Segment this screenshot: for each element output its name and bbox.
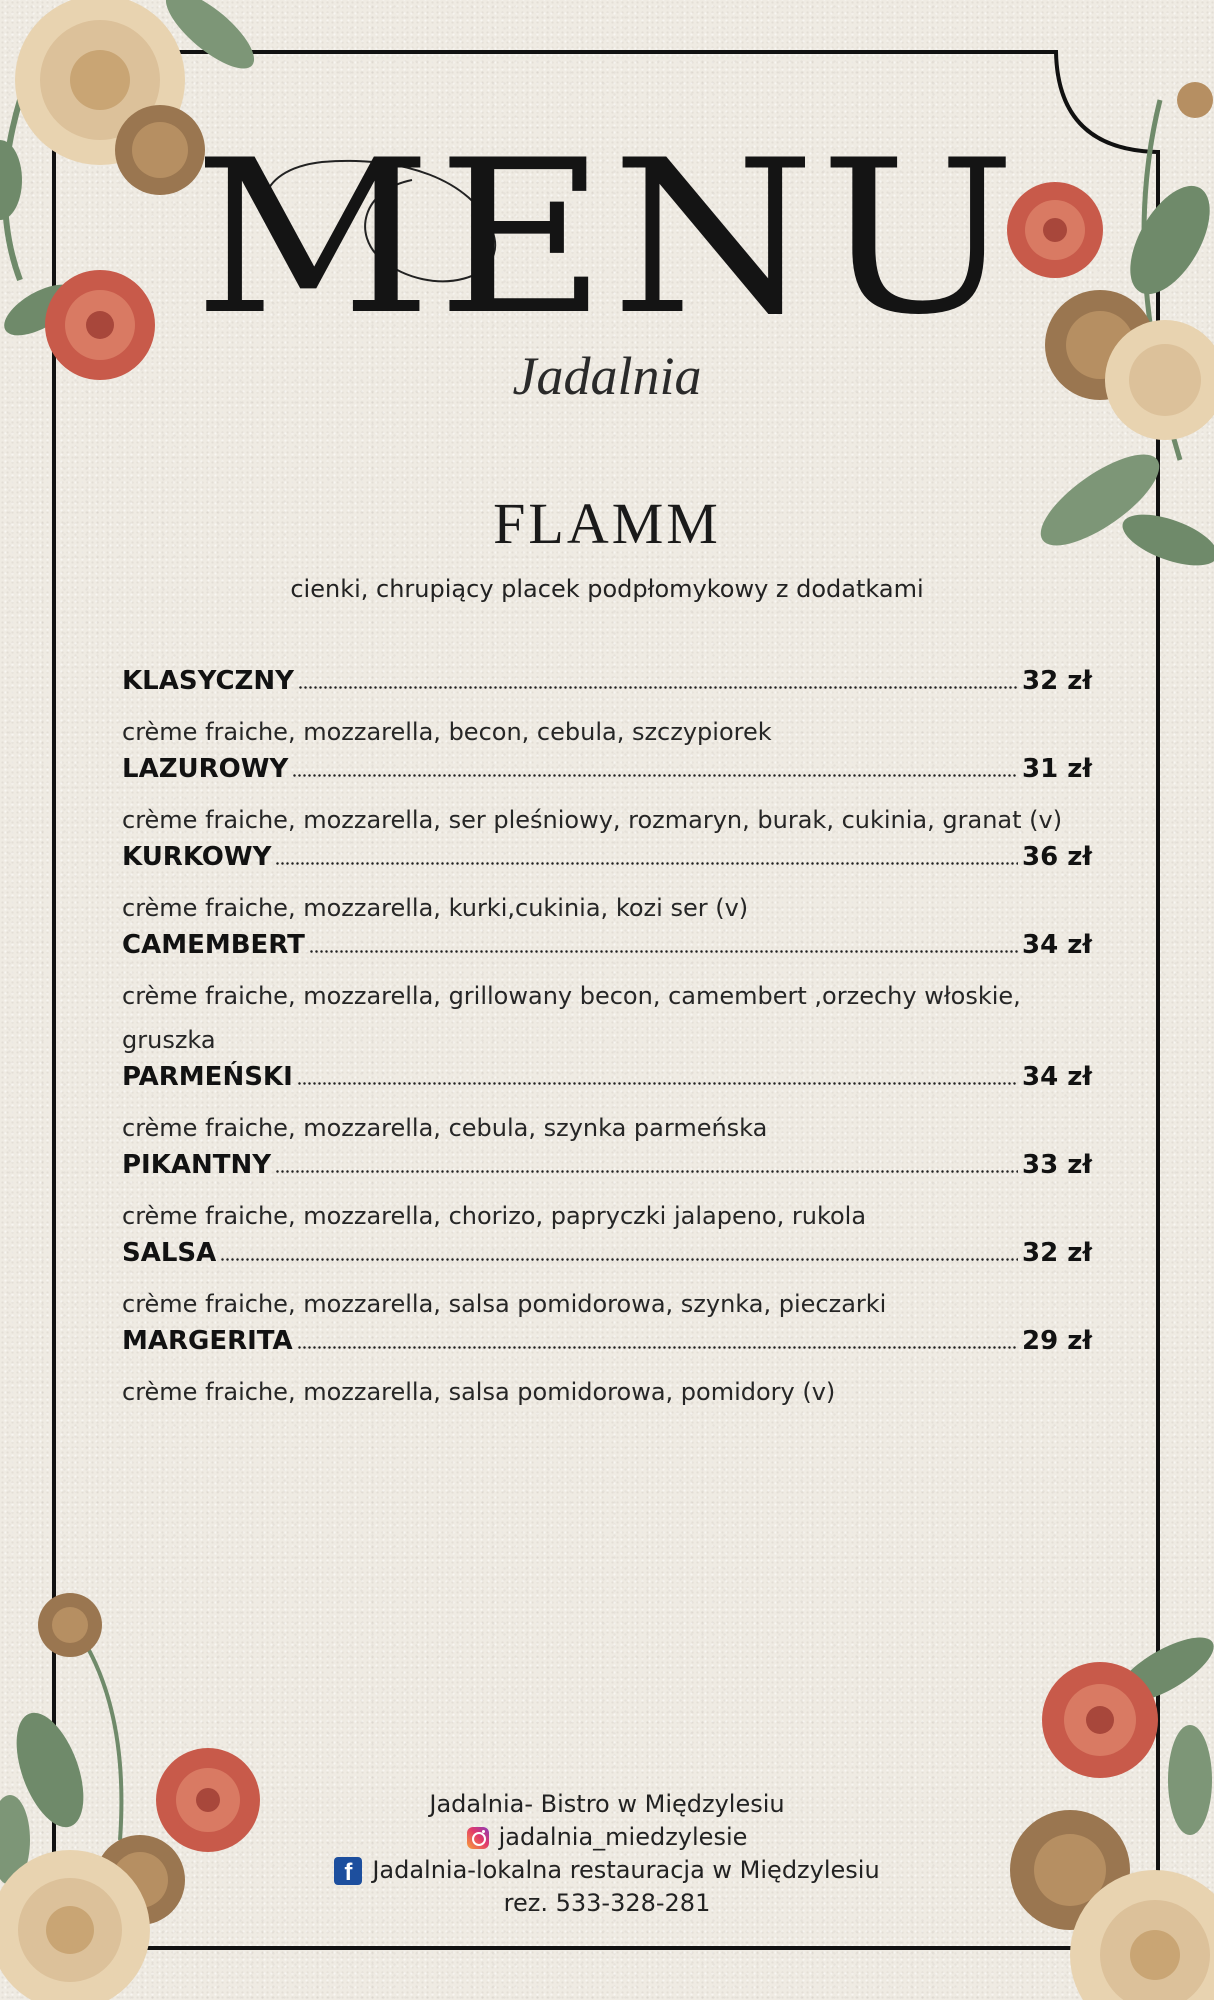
facebook-page[interactable]: Jadalnia-lokalna restauracja w Międzylesiu xyxy=(372,1856,880,1884)
item-description: crème fraiche, mozzarella, kurki,cukinia, kozi ser (v) xyxy=(122,894,749,922)
item-name: LAZUROWY xyxy=(122,754,289,784)
item-description: crème fraiche, mozzarella, salsa pomidorowa, pomidory (v) xyxy=(122,1378,836,1406)
item-description: crème fraiche, mozzarella, becon, cebula, szczypiorek xyxy=(122,718,772,746)
menu-item xyxy=(122,1150,1092,1238)
bistro-name: Jadalnia- Bistro w Międzylesiu xyxy=(429,1790,785,1818)
item-description: crème fraiche, mozzarella, chorizo, papryczki jalapeno, rukola xyxy=(122,1202,867,1230)
menu-item xyxy=(122,666,1092,754)
menu-item xyxy=(122,1326,1092,1414)
item-price: 34 zł xyxy=(1021,1062,1092,1092)
dot-leader xyxy=(297,1082,1018,1085)
dot-leader xyxy=(298,686,1018,689)
item-description: crème fraiche, mozzarella, grillowany becon, camembert ,orzechy włoskie, xyxy=(122,982,1021,1010)
item-name: CAMEMBERT xyxy=(122,930,305,960)
menu-item xyxy=(122,754,1092,842)
item-price: 34 zł xyxy=(1021,930,1092,960)
item-description-continued: gruszka xyxy=(122,1026,216,1054)
dot-leader xyxy=(309,950,1018,953)
restaurant-script-name: Jadalnia xyxy=(512,346,702,406)
item-price: 33 zł xyxy=(1021,1150,1092,1180)
item-price: 32 zł xyxy=(1021,1238,1092,1268)
dot-leader xyxy=(292,774,1018,777)
item-description: crème fraiche, mozzarella, salsa pomidorowa, szynka, pieczarki xyxy=(122,1290,887,1318)
section-title: FLAMM xyxy=(493,491,721,556)
reservation-phone: rez. 533-328-281 xyxy=(503,1889,711,1917)
dot-leader xyxy=(275,1170,1018,1173)
menu-title: MENU xyxy=(193,114,1021,361)
dot-leader xyxy=(275,862,1018,865)
item-name: MARGERITA xyxy=(122,1326,293,1356)
item-name: PARMEŃSKI xyxy=(122,1062,293,1092)
item-price: 31 zł xyxy=(1021,754,1092,784)
item-name: PIKANTNY xyxy=(122,1150,272,1180)
item-price: 32 zł xyxy=(1021,666,1092,696)
menu-list xyxy=(122,666,1092,1414)
contact-footer xyxy=(0,1788,1214,1920)
instagram-handle[interactable]: jadalnia_miedzylesie xyxy=(498,1823,748,1851)
menu-item xyxy=(122,930,1092,1062)
item-name: SALSA xyxy=(122,1238,217,1268)
instagram-line[interactable] xyxy=(0,1821,1214,1854)
facebook-icon: f xyxy=(334,1857,362,1885)
menu-item xyxy=(122,1238,1092,1326)
item-name: KLASYCZNY xyxy=(122,666,294,696)
item-price: 29 zł xyxy=(1021,1326,1092,1356)
dot-leader xyxy=(297,1346,1018,1349)
menu-item xyxy=(122,842,1092,930)
menu-item xyxy=(122,1062,1092,1150)
item-description: crème fraiche, mozzarella, cebula, szynka parmeńska xyxy=(122,1114,768,1142)
item-price: 36 zł xyxy=(1021,842,1092,872)
item-name: KURKOWY xyxy=(122,842,272,872)
dot-leader xyxy=(220,1258,1018,1261)
instagram-icon xyxy=(467,1827,489,1849)
facebook-line[interactable] xyxy=(0,1854,1214,1887)
item-description: crème fraiche, mozzarella, ser pleśniowy, rozmaryn, burak, cukinia, granat (v) xyxy=(122,806,1063,834)
section-subtitle: cienki, chrupiący placek podpłomykowy z dodatkami xyxy=(290,575,924,603)
